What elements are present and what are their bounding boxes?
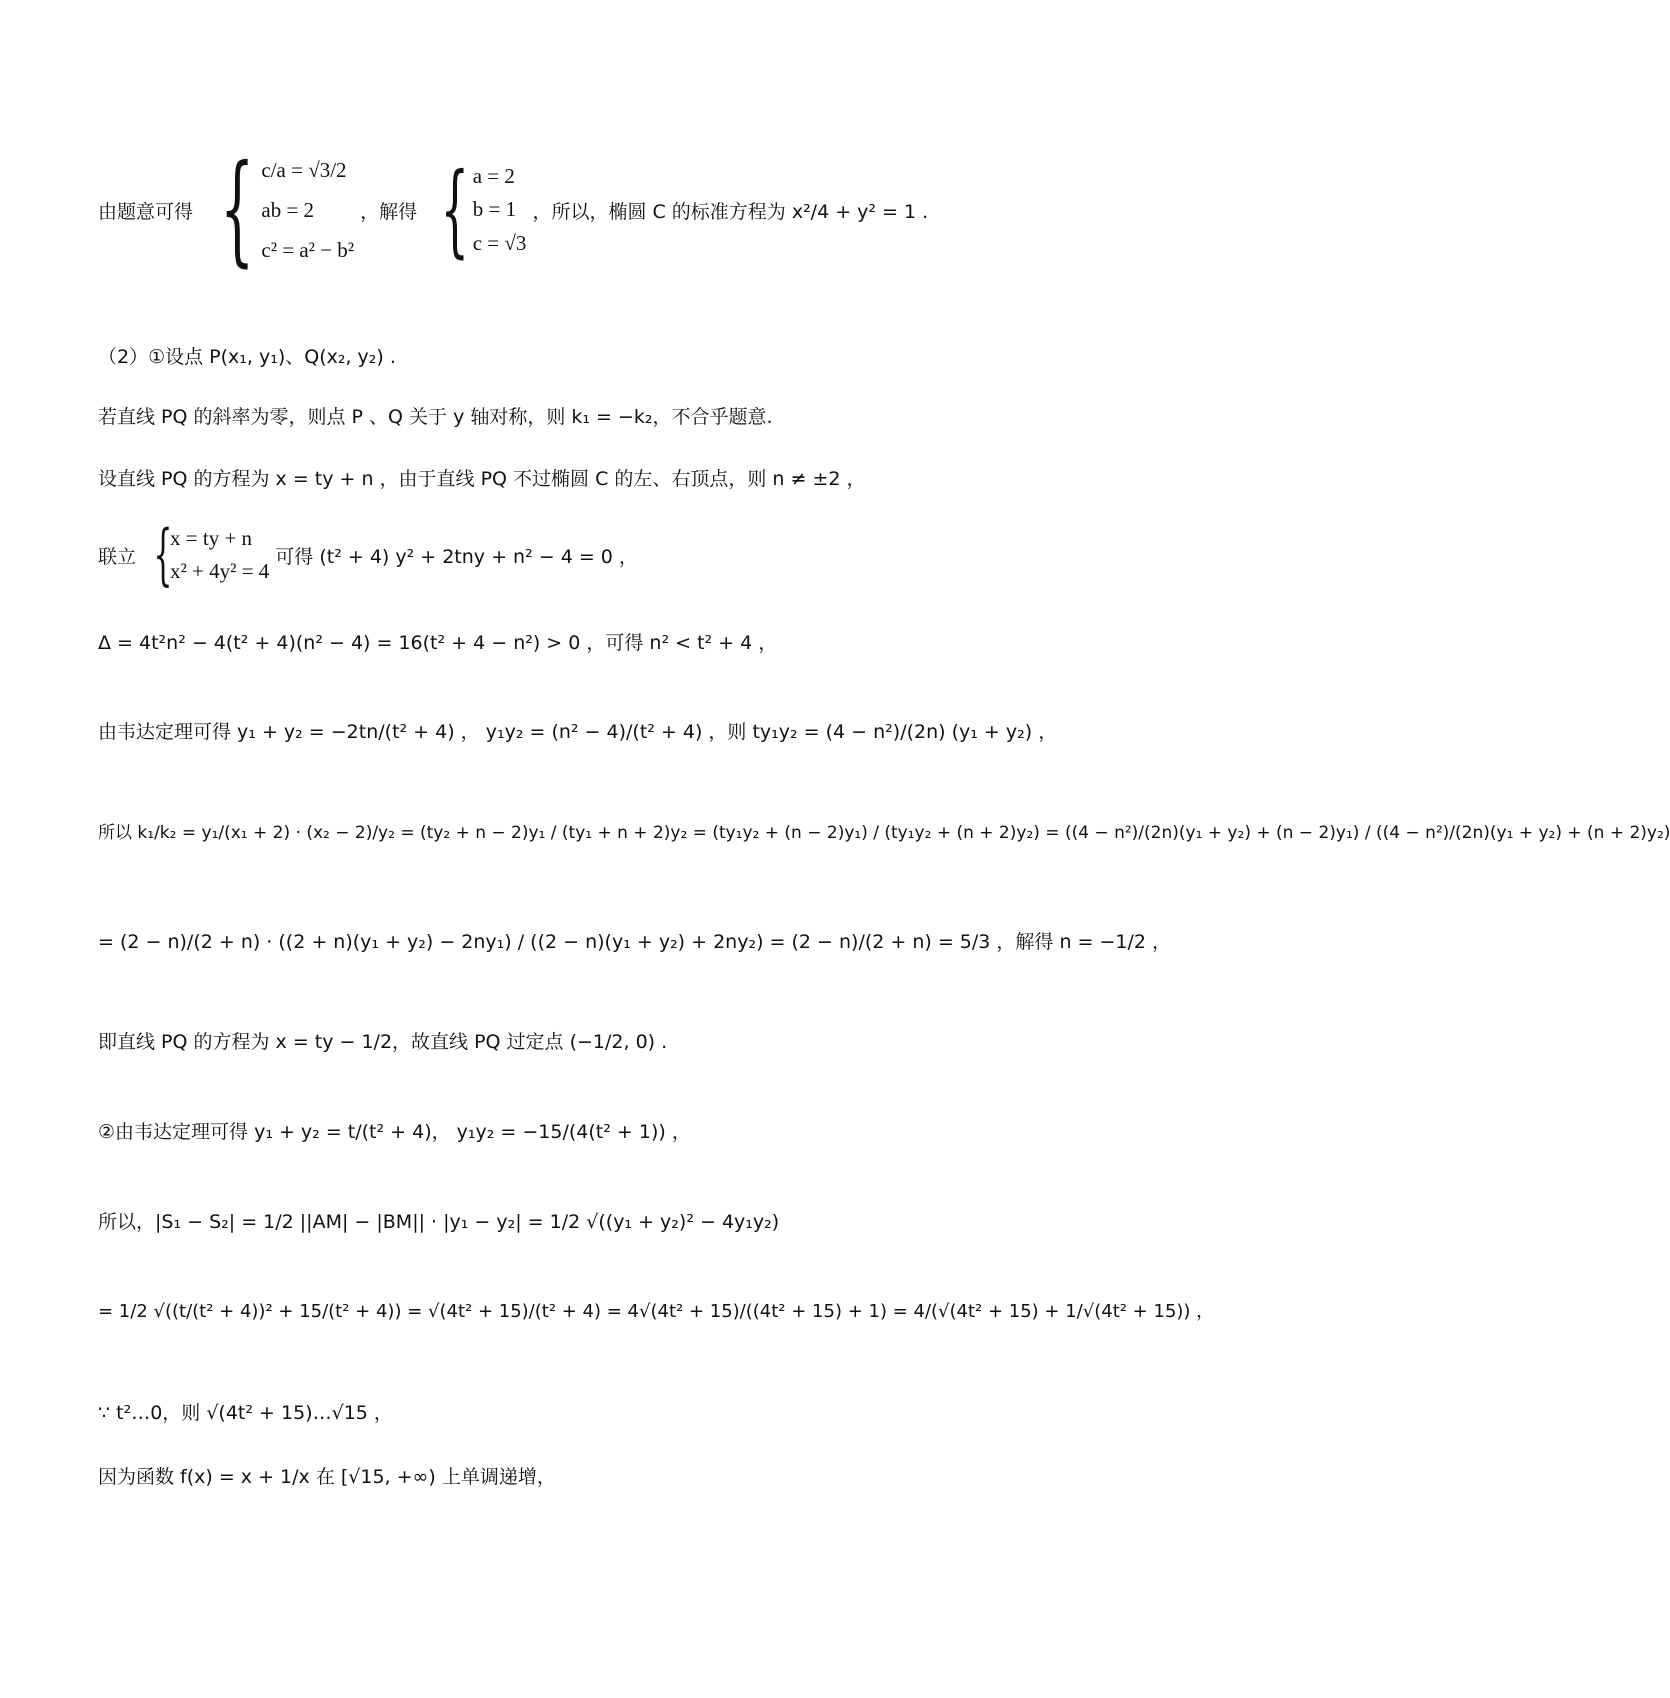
brace-icon: { [220, 140, 255, 279]
eq-1-1: c/a = √3/2 [261, 157, 347, 182]
line-15: 因为函数 f(x) = x + 1/x 在 [√15, +∞) 上单调递增， [98, 1465, 556, 1488]
eq-2-1: a = 2 [472, 164, 515, 189]
system-1 [199, 140, 355, 279]
eq-1-2: ab = 2 [261, 197, 315, 222]
text-l1-suffix: ，所以，椭圆 C 的标准方程为 x²/4 + y² = 1 . [532, 200, 929, 223]
line-4: 设直线 PQ 的方程为 x = ty + n ，由于直线 PQ 不过椭圆 C 的左、右顶点，则 n ≠ ±2 ， [98, 467, 866, 490]
brace-icon: { [153, 516, 173, 593]
eq-2-2: b = 1 [472, 197, 517, 222]
line-9: = (2 − n)/(2 + n) · ((2 + n)(y₁ + y₂) − 2ny₁) / ((2 − n)(y₁ + y₂) + 2ny₂) = (2 − n)/(2 + n) = 5/3 ，解得 n = −1/2 ， [98, 930, 1172, 953]
eq-2-3: c = √3 [472, 230, 527, 255]
line-13: = 1/2 √((t/(t² + 4))² + 15/(t² + 4)) = √(4t² + 15)/(t² + 4) = 4√(4t² + 15)/((4t² + 15) + 1) = 4/(√(4t² + 15) + 1/√(4t² + 15)) ， [98, 1301, 1215, 1322]
system-3 [142, 516, 270, 593]
line-12: 所以，|S₁ − S₂| = 1/2 ||AM| − |BM|| · |y₁ − y₂| = 1/2 √((y₁ + y₂)² − 4y₁y₂) [98, 1210, 780, 1233]
line-8: 所以 k₁/k₂ = y₁/(x₁ + 2) · (x₂ − 2)/y₂ = (ty₂ + n − 2)y₁ / (ty₁ + n + 2)y₂ = (ty₁y₂ + (n − 2)y₁) / (ty₁y₂ + (n + 2)y₂) = ((4 − n²)/(2n)(y₁ + y₂) + (n − 2)y₁) / ((4 − n²)/(2n)(y₁ + y₂) + (n + 2)y₂) [98, 822, 1670, 843]
text-l5-prefix: 联立 [98, 545, 137, 568]
line-3: 若直线 PQ 的斜率为零，则点 P 、Q 关于 y 轴对称，则 k₁ = −k₂，不合乎题意. [98, 405, 773, 428]
line-6: Δ = 4t²n² − 4(t² + 4)(n² − 4) = 16(t² + 4 − n²) > 0 ，可得 n² < t² + 4 ， [98, 631, 778, 654]
line-2: （2）①设点 P(x₁, y₁)、Q(x₂, y₂) . [98, 345, 396, 368]
eq-1-3: c² = a² − b² [261, 237, 355, 262]
eq-3-2: x² + 4y² = 4 [170, 559, 270, 583]
text-l5-suffix: 可得 (t² + 4) y² + 2tny + n² − 4 = 0 ， [275, 545, 638, 568]
system-2 [423, 151, 527, 268]
text-l1-mid: ，解得 [360, 200, 418, 223]
line-11: ②由韦达定理可得 y₁ + y₂ = t/(t² + 4)， y₁y₂ = −15/(4(t² + 1)) ， [98, 1120, 691, 1143]
line-5 [98, 516, 638, 593]
text-l1-prefix: 由题意可得 [98, 200, 194, 223]
line-1 [98, 130, 928, 290]
line-10: 即直线 PQ 的方程为 x = ty − 1/2，故直线 PQ 过定点 (−1/2, 0) . [98, 1030, 668, 1053]
brace-icon: { [440, 151, 470, 268]
line-14: ∵ t²…0，则 √(4t² + 15)…√15 ， [98, 1401, 393, 1424]
eq-3-1: x = ty + n [170, 526, 253, 550]
line-7: 由韦达定理可得 y₁ + y₂ = −2tn/(t² + 4) ， y₁y₂ = (n² − 4)/(t² + 4) ，则 ty₁y₂ = (4 − n²)/(2n) (y₁ + y₂) ， [98, 720, 1058, 743]
